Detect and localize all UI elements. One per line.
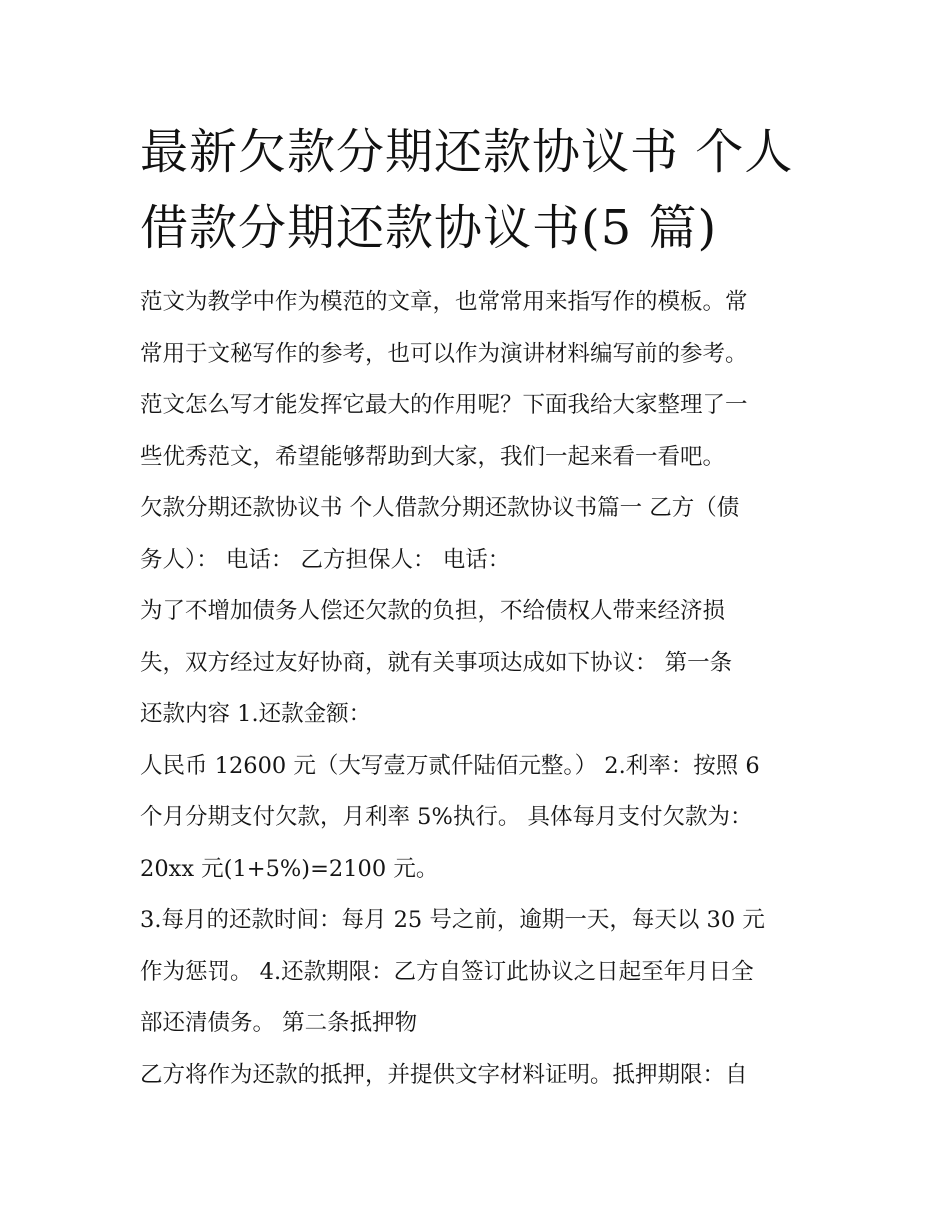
body-line: 为了不增加债务人偿还欠款的负担，不给债权人带来经济损 (140, 598, 726, 624)
body-line: 乙方将作为还款的抵押，并提供文字材料证明。抵押期限：自 (140, 1061, 748, 1088)
body-line: 3.每月的还款时间：每月 25 号之前，逾期一天，每天以 30 元 (140, 907, 765, 933)
body-line: 范文怎么写才能发挥它最大的作用呢？下面我给大家整理了一 (140, 392, 748, 418)
title-line-1: 最新欠款分期还款协议书 个人 (140, 124, 794, 180)
body-line: 作为惩罚。 4.还款期限：乙方自签订此协议之日起至年月日全 (140, 958, 754, 985)
body-line: 常用于文秘写作的参考，也可以作为演讲材料编写前的参考。 (140, 340, 748, 367)
document-body (140, 277, 830, 1101)
document-title (140, 114, 840, 266)
body-line: 务人）： 电话： 乙方担保人： 电话： (140, 546, 511, 573)
body-line: 范文为教学中作为模范的文章，也常常用来指写作的模板。常 (140, 289, 748, 315)
body-line: 个月分期支付欠款，月利率 5%执行。 具体每月支付欠款为： (140, 804, 753, 830)
body-line: 欠款分期还款协议书 个人借款分期还款协议书篇一 乙方（债 (140, 495, 740, 521)
body-line: 部还清债务。 第二条抵押物 (140, 1010, 418, 1036)
title-line-2: 借款分期还款协议书(5 篇) (140, 200, 718, 256)
body-line: 20xx 元(1+5%)=2100 元。 (140, 855, 439, 882)
body-line: 些优秀范文，希望能够帮助到大家，我们一起来看一看吧。 (140, 443, 726, 470)
body-line: 还款内容 1.还款金额： (140, 701, 372, 727)
body-line: 人民币 12600 元（大写壹万贰仟陆佰元整。） 2.利率：按照 6 (140, 752, 760, 779)
body-line: 失，双方经过友好协商，就有关事项达成如下协议： 第一条 (140, 649, 733, 676)
